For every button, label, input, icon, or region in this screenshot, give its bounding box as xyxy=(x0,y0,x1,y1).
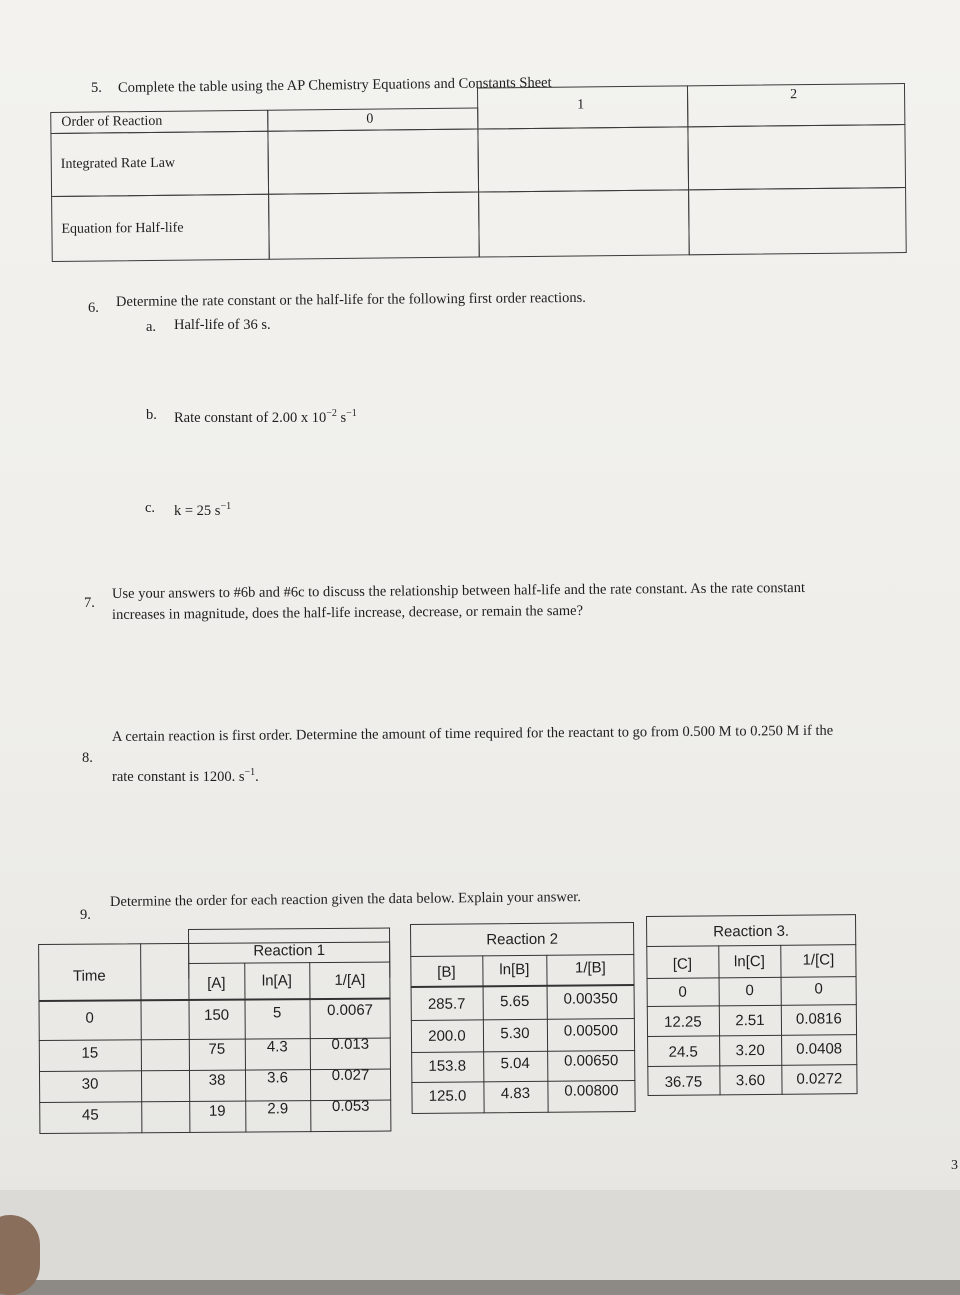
reaction3-cell: 2.51 xyxy=(735,1011,765,1030)
reaction1-cell: 4.3 xyxy=(266,1038,288,1056)
q8-line2: rate constant is 1200. $s^{-1}$. xyxy=(112,767,259,785)
q6a-label: a. xyxy=(146,319,157,335)
reaction2-cell: 0.00650 xyxy=(564,1052,619,1070)
finger xyxy=(0,1215,40,1295)
reaction3-table xyxy=(646,914,858,1098)
q5-answer-half-life-2[interactable] xyxy=(688,187,907,255)
reaction2-table xyxy=(410,922,636,1116)
reaction2-cell: 153.8 xyxy=(428,1057,467,1075)
reaction2-col-b: [B] xyxy=(437,963,456,981)
q9-number: 9. xyxy=(80,907,91,923)
q5-order-1: 1 xyxy=(577,97,585,113)
reaction3-cell: 0 xyxy=(678,983,687,1001)
q6-number: 6. xyxy=(88,300,99,316)
reaction2-cell: 4.83 xyxy=(500,1084,531,1103)
page-number: 3 xyxy=(951,1158,958,1173)
reaction2-cell: 5.04 xyxy=(500,1054,530,1073)
reaction2-cell: 285.7 xyxy=(427,995,466,1013)
q5-label-rate-law: Integrated Rate Law xyxy=(60,155,176,172)
reaction1-cell: 0.0067 xyxy=(327,1001,374,1019)
q6b-text: Rate constant of 2.00 x $10^{-2}$ $s^{-1}$ xyxy=(174,408,357,426)
reaction3-cell: 12.25 xyxy=(664,1013,702,1031)
reaction3-cell: 36.75 xyxy=(664,1073,703,1091)
q6a-text: Half-life of 36 s. xyxy=(174,317,271,333)
q9-prompt: Determine the order for each reaction given the data below. Explain your answer. xyxy=(109,889,581,910)
reaction3-cell: 0 xyxy=(814,980,823,998)
q5-answer-half-life-0[interactable] xyxy=(268,192,480,260)
q5-answer-rate-law-0[interactable] xyxy=(267,129,479,195)
reaction1-col-inv-a: 1/[A] xyxy=(334,971,366,989)
reaction1-table xyxy=(38,928,391,1134)
reaction2-col-ln-b: ln[B] xyxy=(499,960,530,979)
q5-table xyxy=(50,83,907,262)
time-value: 30 xyxy=(81,1075,99,1093)
reaction1-cell: 2.9 xyxy=(267,1100,289,1118)
reaction3-cell: 0.0816 xyxy=(795,1010,842,1028)
q5-label-order: Order of Reaction xyxy=(61,113,163,130)
q7-number: 7. xyxy=(84,595,95,611)
reaction3-title: Reaction 3. xyxy=(713,922,790,941)
reaction2-cell: 200.0 xyxy=(428,1027,466,1045)
q6c-label: c. xyxy=(145,500,156,516)
reaction1-title: Reaction 1 xyxy=(253,941,326,960)
time-header: Time xyxy=(72,967,106,985)
reaction1-cell: 38 xyxy=(208,1071,226,1089)
reaction2-cell: 125.0 xyxy=(428,1087,467,1105)
reaction2-col-inv-b: 1/[B] xyxy=(574,959,606,977)
q5-label-half-life: Equation for Half-life xyxy=(61,220,184,237)
reaction3-col-inv-c: 1/[C] xyxy=(802,951,835,969)
reaction1-cell: 19 xyxy=(208,1102,226,1120)
reaction1-cell: 3.6 xyxy=(267,1069,289,1087)
reaction3-cell: 0.0272 xyxy=(796,1070,843,1088)
q6-prompt: Determine the rate constant or the half-life for the following first order reactions. xyxy=(115,289,586,310)
time-value: 45 xyxy=(81,1106,99,1124)
reaction1-cell: 0.013 xyxy=(331,1035,370,1053)
reaction1-cell: 0.027 xyxy=(331,1066,370,1084)
q7-line1: Use your answers to #6b and #6c to discuss the relationship between half-life and the rate constant. As the rate constant xyxy=(111,579,806,602)
q5-number: 5. xyxy=(91,80,102,96)
q6c-text: k = 25 $s^{-1}$ xyxy=(174,501,232,519)
q5-answer-rate-law-2[interactable] xyxy=(687,124,906,190)
q5-prompt: Complete the table using the AP Chemistry Equations and Constants Sheet xyxy=(117,74,552,96)
reaction3-col-ln-c: ln[C] xyxy=(733,952,765,971)
q7-line2: increases in magnitude, does the half-life increase, decrease, or remain the same? xyxy=(111,602,584,623)
reaction1-cell: 75 xyxy=(208,1040,226,1058)
reaction1-cell: 150 xyxy=(204,1006,230,1024)
q5-answer-rate-law-1[interactable] xyxy=(477,126,689,192)
underlying-page xyxy=(0,1190,960,1280)
q5-order-0: 0 xyxy=(366,111,374,127)
reaction3-cell: 24.5 xyxy=(668,1043,698,1061)
q6b-label: b. xyxy=(146,407,157,423)
reaction2-title: Reaction 2 xyxy=(486,930,559,949)
reaction3-cell: 0.0408 xyxy=(796,1040,843,1058)
q8-line1: A certain reaction is first order. Determine the amount of time required for the reactant to go from 0.500 M to 0.250 M if the xyxy=(111,722,834,745)
time-value: 15 xyxy=(81,1044,99,1062)
q5-order-2: 2 xyxy=(789,87,798,103)
reaction3-col-c: [C] xyxy=(672,955,693,973)
reaction1-cell: 5 xyxy=(272,1004,282,1022)
reaction1-col-ln-a: ln[A] xyxy=(261,972,292,990)
reaction1-cell: 0.053 xyxy=(331,1097,370,1115)
reaction1-col-a: [A] xyxy=(207,974,226,992)
reaction3-cell: 0 xyxy=(745,982,754,1000)
time-value: 0 xyxy=(85,1009,94,1027)
reaction2-cell: 0.00800 xyxy=(564,1082,619,1100)
reaction2-cell: 5.65 xyxy=(499,992,530,1011)
q8-number: 8. xyxy=(82,750,93,766)
reaction2-cell: 0.00350 xyxy=(563,990,618,1008)
reaction3-cell: 3.60 xyxy=(735,1071,766,1090)
reaction3-cell: 3.20 xyxy=(735,1041,765,1060)
reaction2-cell: 5.30 xyxy=(500,1024,530,1043)
q5-answer-half-life-1[interactable] xyxy=(478,189,690,257)
reaction2-cell: 0.00500 xyxy=(563,1022,619,1040)
